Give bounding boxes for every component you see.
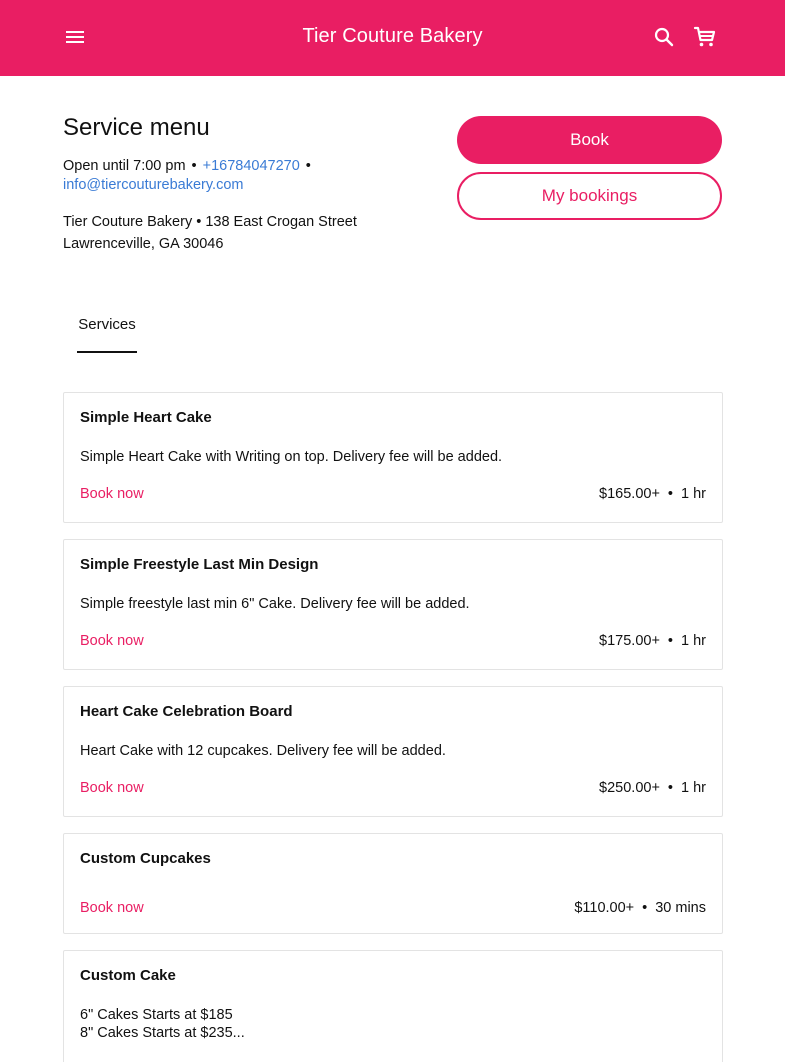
service-price: $250.00+ (599, 780, 660, 796)
service-name: Simple Heart Cake (80, 409, 212, 426)
separator-dot: • (667, 633, 673, 649)
service-meta (599, 633, 706, 649)
separator-dot: • (642, 899, 648, 916)
service-price: $165.00+ (599, 486, 660, 502)
service-duration: 1 hr (681, 486, 706, 502)
separator-dot: • (305, 158, 311, 174)
book-now-link[interactable]: Book now (80, 780, 144, 796)
cart-button[interactable] (692, 24, 718, 50)
service-duration: 30 mins (655, 899, 706, 916)
tab-services[interactable]: Services (77, 300, 137, 353)
service-description: Simple Heart Cake with Writing on top. Delivery fee will be added. (80, 449, 503, 465)
book-now-link[interactable]: Book now (80, 486, 144, 502)
service-footer (80, 466, 706, 522)
services-list (63, 392, 723, 1062)
my-bookings-button[interactable]: My bookings (457, 172, 722, 220)
search-icon (652, 25, 676, 49)
service-duration: 1 hr (681, 780, 706, 796)
separator-dot: • (667, 486, 673, 502)
service-card (63, 950, 723, 1062)
service-meta (599, 486, 706, 502)
service-meta (574, 900, 706, 916)
service-footer (80, 868, 706, 933)
service-footer (80, 613, 706, 669)
contact-line (63, 157, 443, 195)
book-now-link[interactable]: Book now (80, 899, 144, 916)
top-app-bar (0, 0, 785, 76)
service-footer (80, 760, 706, 816)
service-card (63, 539, 723, 670)
address-line-1: Tier Couture Bakery • 138 East Crogan Street (63, 214, 357, 230)
brand-title[interactable]: Tier Couture Bakery (302, 25, 483, 47)
search-button[interactable] (652, 25, 676, 49)
separator-dot: • (667, 780, 673, 796)
service-name: Custom Cupcakes (80, 850, 211, 867)
address-line-2: Lawrenceville, GA 30046 (63, 236, 224, 252)
business-info (63, 112, 443, 255)
service-duration: 1 hr (681, 633, 706, 649)
service-card (63, 833, 723, 934)
book-button[interactable]: Book (457, 116, 722, 164)
service-price: $175.00+ (599, 633, 660, 649)
service-name: Custom Cake (80, 967, 176, 984)
tab-bar (77, 300, 137, 353)
cart-icon (692, 24, 718, 50)
phone-link[interactable]: +16784047270 (202, 158, 300, 174)
description-line: 6" Cakes Starts at $185 (80, 1007, 233, 1023)
book-now-link[interactable]: Book now (80, 633, 144, 649)
page-title: Service menu (63, 114, 210, 141)
service-price: $110.00+ (574, 899, 635, 916)
opening-hours: Open until 7:00 pm (63, 158, 186, 174)
service-card (63, 392, 723, 523)
service-description: Heart Cake with 12 cupcakes. Delivery fee will be added. (80, 743, 446, 759)
service-name: Heart Cake Celebration Board (80, 703, 293, 720)
service-description: Simple freestyle last min 6" Cake. Delivery fee will be added. (80, 596, 470, 612)
service-name: Simple Freestyle Last Min Design (80, 556, 319, 573)
separator-dot: • (191, 158, 197, 174)
address (63, 211, 443, 255)
service-description (80, 1006, 706, 1042)
email-link[interactable]: info@tiercouturebakery.com (63, 177, 244, 193)
service-card (63, 686, 723, 817)
service-meta (599, 780, 706, 796)
description-line: 8" Cakes Starts at $235... (80, 1025, 245, 1041)
